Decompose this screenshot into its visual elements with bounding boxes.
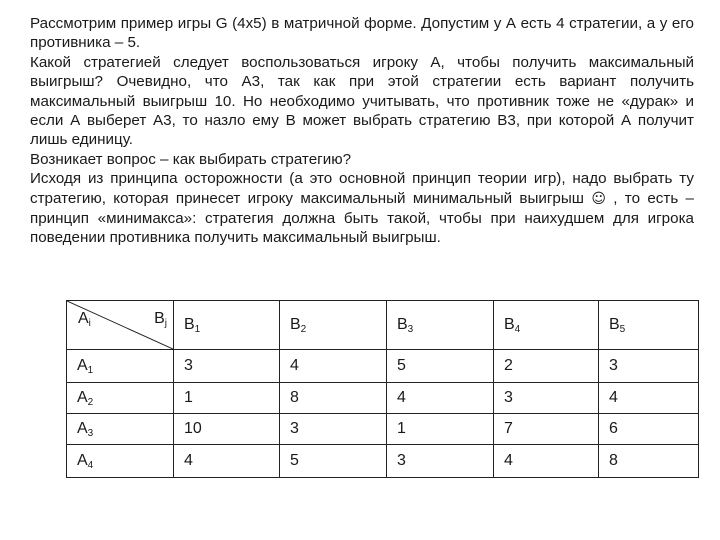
row-header-a2: $A_2$	[67, 383, 174, 414]
table-cell: 3	[599, 350, 699, 383]
row-header-a3: $A_3$	[67, 414, 174, 445]
table-row	[67, 350, 699, 383]
table-cell: 4	[494, 445, 599, 478]
table-cell: 4	[174, 445, 280, 478]
table-cell: 8	[599, 445, 699, 478]
table-cell: 1	[174, 383, 280, 414]
table-cell: 3	[174, 350, 280, 383]
table-cell: 3	[280, 414, 387, 445]
table-cell: 8	[280, 383, 387, 414]
row-header-label: $A_i$	[78, 310, 91, 329]
paragraph-intro: Рассмотрим пример игры G (4х5) в матричной форме. Допустим у А есть 4 стратегии, а у его противника – 5.	[30, 15, 694, 52]
table-row	[67, 383, 699, 414]
paragraph-question: Какой стратегией следует воспользоваться игроку А, чтобы получить максимальный выигрыш? Очевидно, что А3, так как при этой стратегии есть вариант получить максимальный выигрыш 10. Но необходимо учитывать, что противник тоже не «дурак» и если А выберет А3, то назло ему В может выбрать стратегию В3, при которой А получит лишь единицу.	[30, 53, 694, 149]
table-cell: 5	[387, 350, 494, 383]
table-cell: 2	[494, 350, 599, 383]
paragraph-minimax	[30, 169, 694, 248]
table-cell: 6	[599, 414, 699, 445]
table-cell: 3	[494, 383, 599, 414]
table-cell: 4	[599, 383, 699, 414]
column-header-b4: $B_4$	[494, 301, 599, 350]
table-cell: 10	[174, 414, 280, 445]
table-cell: 7	[494, 414, 599, 445]
table-cell: 4	[387, 383, 494, 414]
table-cell: 5	[280, 445, 387, 478]
row-header-a4: $A_4$	[67, 445, 174, 478]
table-cell: 4	[280, 350, 387, 383]
payoff-matrix	[66, 300, 699, 478]
slide-text	[30, 14, 694, 248]
table-cell: 3	[387, 445, 494, 478]
column-header-b2: $B_2$	[280, 301, 387, 350]
table-header-row	[67, 301, 699, 350]
table-row	[67, 414, 699, 445]
paragraph-how-to-choose: Возникает вопрос – как выбирать стратегию?	[30, 150, 352, 168]
column-header-label: $B_j$	[154, 310, 167, 329]
table-row	[67, 445, 699, 478]
column-header-b5: $B_5$	[599, 301, 699, 350]
table-corner-cell	[67, 301, 174, 350]
row-header-a1: $A_1$	[67, 350, 174, 383]
smiley-icon: ☺	[591, 190, 606, 207]
column-header-b3: $B_3$	[387, 301, 494, 350]
minimax-text-end: , то есть – принцип «минимакса»: стратегия должна быть такой, чтобы при наихудшем для игрока поведении противника получить максимальный выигрыш.	[30, 189, 695, 247]
minimax-text-start: Исходя из принципа осторожности (а это основной принцип теории игр), надо выбрать ту стратегию, которая принесет игроку максимальный минимальный выигрыш	[30, 170, 694, 207]
column-header-b1: $B_1$	[174, 301, 280, 350]
table-cell: 1	[387, 414, 494, 445]
